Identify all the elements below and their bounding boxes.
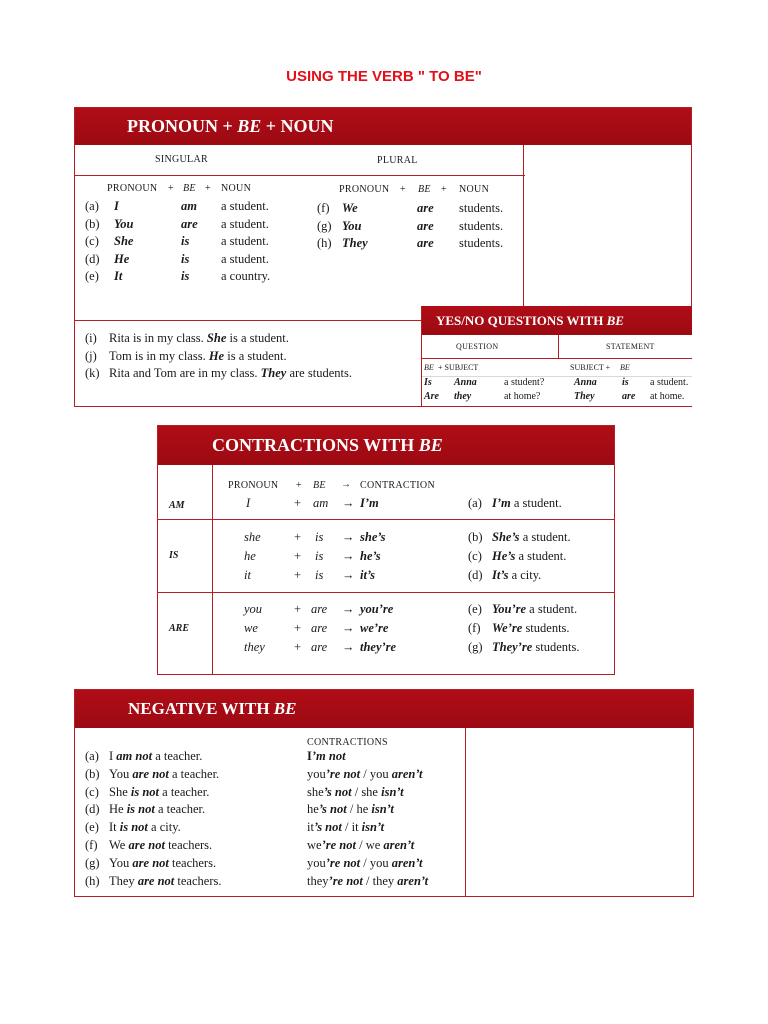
item-letter: (f) [85,837,98,852]
pronoun-be-noun-header [75,108,691,145]
item-contraction: ’re not [325,766,361,781]
item-example: a student. [515,549,567,563]
list-item [158,601,614,619]
arrow-icon: → [342,530,355,544]
item-letter: (c) [468,549,482,563]
list-item [85,251,285,269]
list-item [317,218,517,236]
group-label-is: IS [169,550,179,561]
item-separator: / [346,802,357,817]
divider [465,728,466,896]
item-text: Rita is in my class. [109,331,207,345]
item-contraction-pre: you [307,855,326,870]
item-text: a city. [147,820,181,835]
contractions-header [158,426,614,465]
s-rest: at home. [650,391,685,402]
item-pronoun: we [244,621,258,635]
item-pronoun: It [114,269,123,283]
negative-header [75,690,693,728]
item-example: a student. [519,530,571,544]
divider [523,145,524,306]
contractions-box [157,425,615,675]
item-be: are [311,640,328,654]
item-letter: (d) [468,568,483,582]
page-title: USING THE VERB " TO BE" [286,68,482,85]
header-text: YES/NO QUESTIONS WITH [436,313,607,328]
item-contraction: aren’t [391,766,423,781]
item-plus: + [294,549,302,563]
contractions-label: CONTRACTIONS [307,737,388,748]
item-contraction-pre: you [369,855,392,870]
header-text: NEGATIVE WITH [128,699,274,718]
item-text: You [109,766,133,781]
list-item [158,620,614,638]
header-be: BE [237,116,262,136]
list-item [85,268,285,286]
question-label: QUESTION [456,342,499,351]
q-be: Are [424,391,439,402]
item-negative: are not [132,766,169,781]
item-separator: / [360,766,370,781]
list-item [424,390,690,404]
item-letter: (i) [85,331,97,345]
item-negative: are not [128,837,165,852]
list-item [85,784,465,802]
list-item [424,376,690,390]
item-contraction: aren’t [383,837,415,852]
list-item [85,365,415,383]
item-contraction-pre: I [307,749,312,763]
s-be: is [622,377,629,388]
item-pronoun: I [246,496,251,510]
item-example: students. [522,621,570,635]
item-text: teachers. [168,855,217,870]
q-subject: Anna [454,377,477,388]
item-verb: is [181,251,190,266]
item-example-bold: You’re [492,602,527,616]
item-letter: (j) [85,348,97,363]
list-item [85,216,285,234]
item-example-bold: It’s [492,568,509,582]
header-text: PRONOUN + [127,116,238,136]
negative-box [74,689,694,897]
item-text: We [109,837,129,852]
arrow-icon: → [341,479,352,490]
item-verb: am [181,199,197,213]
item-be: am [313,496,329,510]
item-noun: a student. [221,199,269,213]
item-contraction: ’s not [313,820,342,835]
item-noun: a student. [221,251,269,266]
list-item [85,766,465,784]
item-letter: (c) [85,784,99,799]
item-be: is [315,530,324,544]
item-contraction: he’s [360,549,381,563]
item-separator: / [360,855,370,870]
q-rest: at home? [504,391,541,402]
list-item [85,330,415,348]
item-pronoun: They [260,366,287,380]
item-verb: are [417,236,434,250]
item-noun: a country. [221,269,271,283]
item-contraction-pre: it [307,820,314,835]
item-contraction: ’re not [325,855,361,870]
divider [558,335,559,359]
item-letter: (d) [85,251,100,266]
item-contraction-pre: they [307,873,329,888]
item-text: Tom is in my class. [109,348,209,363]
group-label-are: ARE [169,623,190,634]
yes-no-questions-box [421,306,692,406]
item-verb: is [181,269,190,283]
item-letter: (b) [85,216,100,231]
q-col-be: BE [424,363,434,372]
col-pronoun: PRONOUN [228,480,279,491]
item-contraction: she’s [360,530,386,544]
singular-label: SINGULAR [155,154,208,165]
s-subject: Anna [574,377,597,388]
item-negative: is not [119,820,148,835]
statement-label: STATEMENT [606,342,655,351]
list-item [85,801,465,819]
pronoun-be-noun-box [74,107,692,407]
item-text: You [109,855,133,870]
item-text: is a student. [226,331,289,345]
item-separator: / [355,837,366,852]
item-example: a student. [526,602,578,616]
item-negative: are not [132,855,169,870]
item-verb: are [417,218,434,233]
item-negative: is not [130,784,160,799]
item-negative: am not [116,749,153,763]
arrow-icon: → [342,640,355,654]
col-pronoun: PRONOUN [107,183,158,194]
item-pronoun: you [244,602,263,616]
item-letter: (e) [85,269,99,283]
item-contraction: they’re [360,640,397,654]
col-be: BE [313,480,326,491]
item-pronoun: they [244,640,265,654]
plural-list [317,200,517,253]
item-be: is [315,568,324,582]
header-be: BE [606,313,624,328]
col-noun: NOUN [221,183,252,194]
item-letter: (g) [468,640,483,654]
item-contraction-pre: you [307,766,326,781]
divider [158,592,614,593]
item-noun: students. [459,218,504,233]
col-contraction: CONTRACTION [360,480,435,491]
item-pronoun: it [244,568,251,582]
item-be: is [315,549,324,563]
item-letter: (b) [468,530,483,544]
item-contraction: isn’t [371,802,394,817]
col-plus: + [441,184,447,195]
item-contraction: isn’t [381,784,404,799]
arrow-icon: → [342,568,355,582]
item-contraction: ’re not [328,873,363,888]
examples-list [85,330,415,383]
header-text: CONTRACTIONS WITH [212,435,419,455]
item-letter: (a) [468,496,482,510]
item-letter: (e) [85,820,99,835]
s-rest: a student. [650,377,689,388]
item-example: a city. [508,568,542,582]
item-pronoun: She [206,331,227,345]
col-plus: + [205,183,211,194]
plural-label: PLURAL [377,155,418,166]
item-example: a student. [510,496,562,510]
s-subject: They [574,391,595,402]
item-contraction-pre: you [369,766,392,781]
item-letter: (a) [85,749,99,763]
item-pronoun: He [114,251,130,266]
item-example-bold: I’m [492,496,511,510]
item-text: It [109,820,120,835]
col-plus: + [400,184,406,195]
item-contraction-pre: he [356,802,372,817]
item-contraction-pre: we [307,837,322,852]
group-label-am: AM [169,500,185,511]
q-rest: a student? [504,377,545,388]
list-item [85,819,465,837]
item-separator: / [362,873,373,888]
col-pronoun: PRONOUN [339,184,390,195]
item-example-bold: He’s [492,549,516,563]
q-be: Is [424,377,432,388]
item-contraction: ’re not [321,837,356,852]
negative-list [85,748,465,890]
item-text: teachers. [174,873,222,888]
item-text: She [109,784,131,799]
item-text: a teacher. [159,784,210,799]
item-text: a teacher. [152,749,203,763]
arrow-icon: → [342,602,355,616]
divider [75,320,421,321]
item-pronoun: We [342,201,358,215]
item-text: is a student. [224,348,287,363]
arrow-icon: → [342,496,355,510]
item-example-bold: She’s [492,530,520,544]
item-separator: / [341,820,352,835]
singular-list [85,198,285,286]
header-text-suffix: + NOUN [261,116,334,136]
list-item [158,548,614,566]
item-text: He [109,802,127,817]
item-contraction-pre: she [307,784,324,799]
col-be: BE [183,183,196,194]
s-col-be: BE [620,363,630,372]
item-contraction-pre: they [372,873,398,888]
item-text: are students. [286,366,352,380]
s-be: are [622,391,636,402]
item-contraction: ’m not [311,749,346,763]
divider [158,519,614,520]
item-be: are [311,602,328,616]
item-letter: (e) [468,602,482,616]
item-contraction: ’s not [323,784,352,799]
item-contraction: we’re [360,621,389,635]
item-contraction: isn’t [361,820,385,835]
item-pronoun: he [244,549,256,563]
item-letter: (h) [85,873,100,888]
item-noun: a student. [221,234,269,248]
item-text: I [109,749,117,763]
item-verb: are [181,216,198,231]
item-pronoun: You [342,218,362,233]
item-plus: + [294,530,302,544]
list-item [317,200,517,218]
item-text: They [109,873,138,888]
s-col-subject: SUBJECT + [570,363,611,372]
item-text: a teacher. [154,802,206,817]
arrow-icon: → [342,621,355,635]
item-pronoun: she [244,530,261,544]
item-pronoun: She [114,234,134,248]
yes-no-rows [424,376,690,404]
item-letter: (g) [317,218,332,233]
item-pronoun: They [342,236,368,250]
col-plus: + [296,480,302,491]
header-be: BE [418,435,443,455]
item-letter: (k) [85,366,100,380]
item-text: teachers. [164,837,213,852]
item-contraction-pre: she [361,784,382,799]
list-item [85,873,465,891]
list-item [85,837,465,855]
item-pronoun: I [114,199,119,213]
list-item [158,639,614,657]
item-example-bold: We’re [492,621,523,635]
item-example-bold: They’re [492,640,533,654]
list-item [158,567,614,585]
item-plus: + [294,621,302,635]
item-contraction: aren’t [397,873,429,888]
item-contraction: ’s not [318,802,347,817]
item-noun: students. [459,236,504,250]
col-be: BE [418,184,431,195]
list-item [158,529,614,547]
item-noun: students. [459,201,504,215]
item-plus: + [294,568,302,582]
item-letter: (c) [85,234,99,248]
item-example: students. [532,640,580,654]
item-letter: (f) [468,621,481,635]
item-contraction: I’m [360,496,379,510]
item-contraction-pre: he [307,802,319,817]
item-pronoun: He [208,348,225,363]
item-plus: + [294,496,302,510]
item-plus: + [294,640,302,654]
arrow-icon: → [342,549,355,563]
item-letter: (h) [317,236,332,250]
item-letter: (a) [85,199,99,213]
item-verb: is [181,234,190,248]
list-item [85,233,285,251]
list-item [317,235,517,253]
item-negative: are not [137,873,175,888]
item-verb: are [417,201,434,215]
header-be: BE [273,699,297,718]
item-pronoun: You [114,216,134,231]
q-subject: they [454,391,472,402]
item-contraction-pre: we [365,837,384,852]
item-letter: (f) [317,201,330,215]
item-text: a teacher. [168,766,220,781]
item-letter: (b) [85,766,100,781]
col-noun: NOUN [459,184,490,195]
list-item [85,198,285,216]
list-item [85,748,465,766]
item-contraction: it’s [360,568,376,582]
col-plus: + [168,183,174,194]
yes-no-header [422,306,692,335]
item-negative: is not [126,802,155,817]
q-col-subject: + SUBJECT [438,363,479,372]
item-be: are [311,621,328,635]
item-letter: (d) [85,802,100,817]
item-text: Rita and Tom are in my class. [109,366,261,380]
list-item [85,348,415,366]
item-noun: a student. [221,216,269,231]
item-letter: (g) [85,855,100,870]
item-contraction: aren’t [391,855,423,870]
divider [422,358,692,359]
list-item [85,855,465,873]
item-separator: / [351,784,362,799]
item-contraction-pre: it [351,820,362,835]
item-contraction: you’re [360,602,394,616]
divider [75,175,525,176]
item-plus: + [294,602,302,616]
